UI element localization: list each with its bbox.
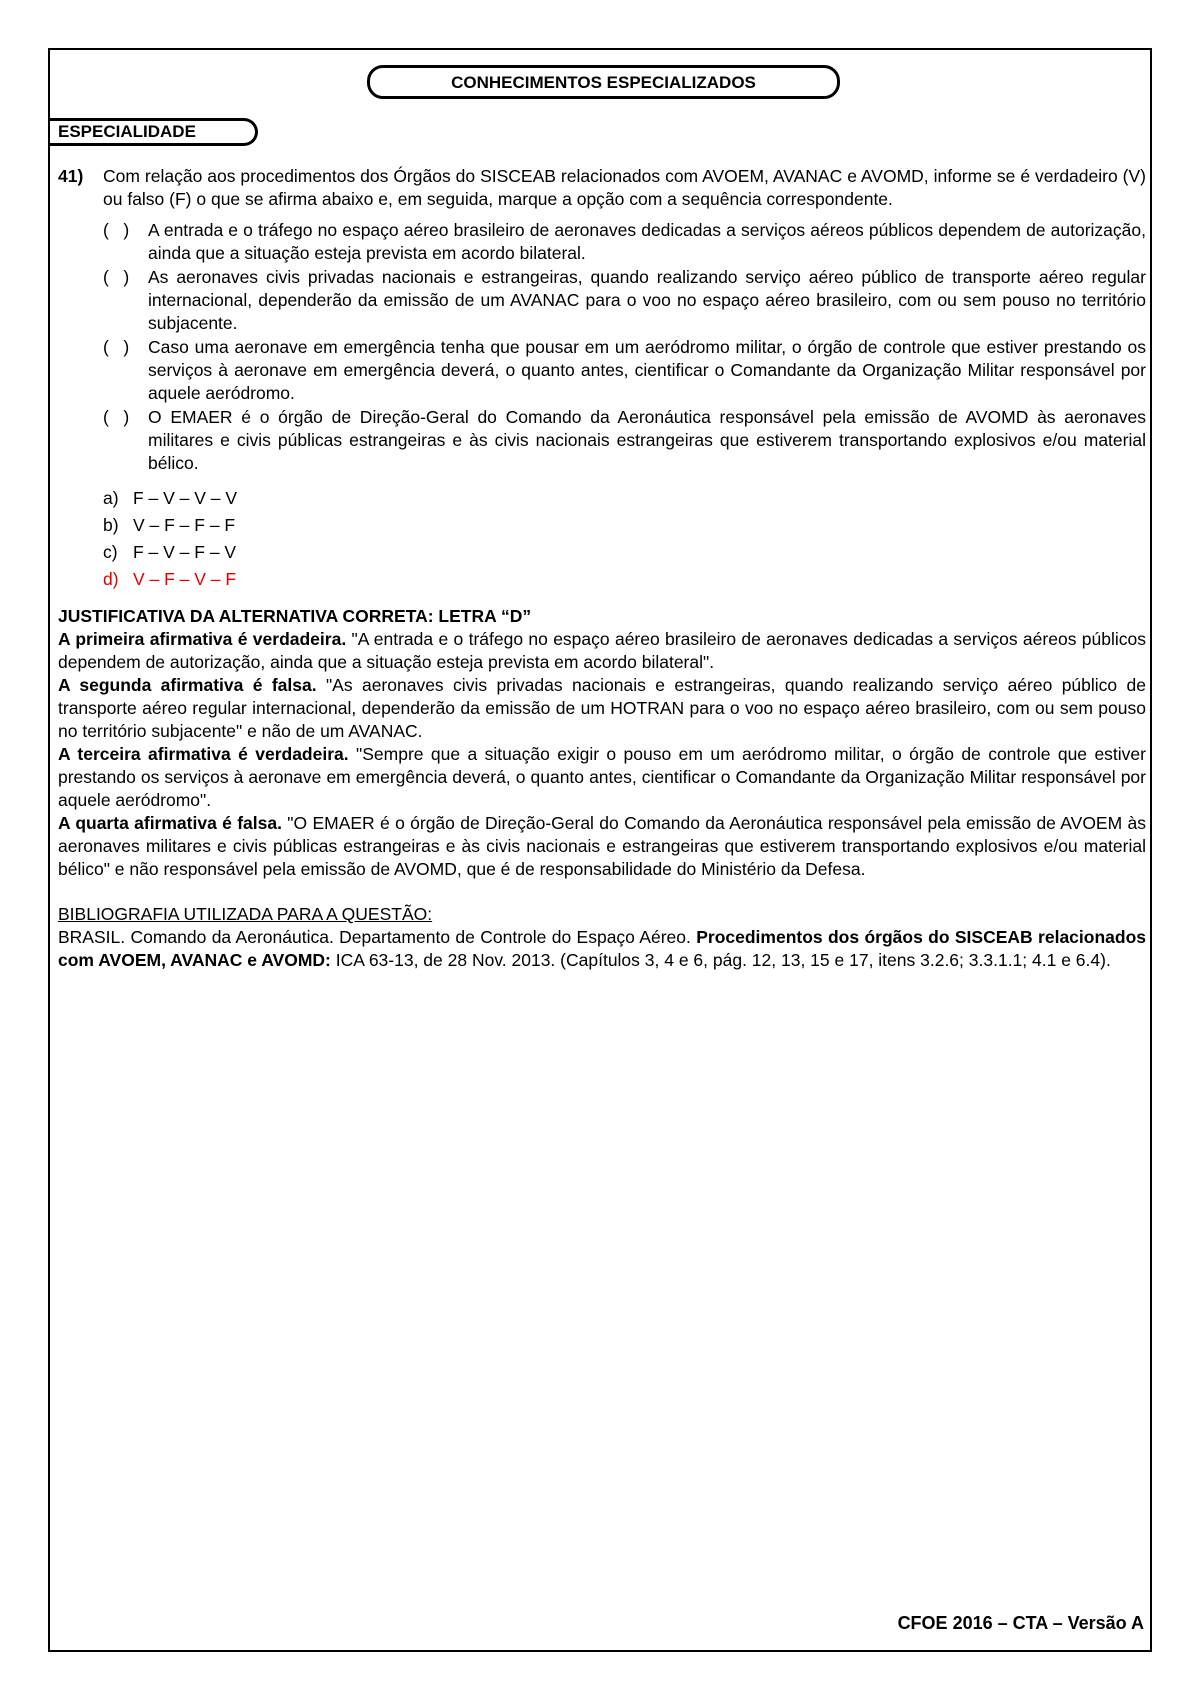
justification-paragraph — [58, 674, 1146, 743]
statement-text: As aeronaves civis privadas nacionais e estrangeiras, quando realizando serviço aéreo público de transporte aéreo regular internacional, dependerão da emissão de um AVANAC para o voo no espaço aéreo brasileiro, com ou sem pouso no território subjacente. — [148, 267, 1146, 333]
reference-prefix: BRASIL. Comando da Aeronáutica. Departamento de Controle do Espaço Aéreo. — [58, 927, 697, 947]
justification-section — [58, 605, 1146, 881]
answer-blank: ( ) — [103, 337, 130, 357]
statement-item — [103, 406, 1146, 475]
question-41 — [58, 165, 1146, 593]
answer-blank: ( ) — [103, 220, 130, 240]
justification-lead: A primeira afirmativa é verdadeira. — [58, 629, 347, 649]
statement-text: Caso uma aeronave em emergência tenha que pousar em um aeródromo militar, o órgão de controle que estiver prestando os serviços à aeronave em emergência deverá, o quanto antes, cientificar o Comandante da Organização Militar responsável por aquele aeródromo. — [148, 337, 1146, 403]
justification-text: "Sempre que a situação exigir o pouso em um aeródromo militar, o órgão de controle que estiver prestando os serviços à aeronave em emergência deverá, o quanto antes, cientificar o Comandante da Organização Militar responsável por aquele aeródromo". — [58, 744, 1146, 810]
justification-paragraph — [58, 628, 1146, 674]
option-a — [103, 485, 1146, 512]
section-banner: CONHECIMENTOS ESPECIALIZADOS — [367, 65, 840, 99]
answer-blank: ( ) — [103, 407, 130, 427]
option-c — [103, 539, 1146, 566]
answer-options — [103, 485, 1146, 593]
bibliography-section — [58, 903, 1146, 972]
question-number: 41) — [58, 166, 84, 186]
statement-item — [103, 336, 1146, 405]
option-text: V – F – F – F — [133, 515, 236, 535]
statement-text: O EMAER é o órgão de Direção-Geral do Comando da Aeronáutica responsável pela emissão de AVOMD às aeronaves militares e civis públicas estrangeiras e às civis nacionais estrangeiras que estiverem transportando explosivos e/ou material bélico. — [148, 407, 1146, 473]
option-text: V – F – V – F — [133, 569, 237, 589]
justification-lead: A quarta afirmativa é falsa. — [58, 813, 282, 833]
specialty-tag: ESPECIALIDADE — [48, 118, 258, 146]
answer-blank: ( ) — [103, 267, 130, 287]
bibliography-heading: BIBLIOGRAFIA UTILIZADA PARA A QUESTÃO: — [58, 904, 433, 924]
statement-list — [103, 219, 1146, 475]
option-text: F – V – V – V — [133, 488, 238, 508]
option-d-correct — [103, 566, 1146, 593]
page-content — [58, 165, 1146, 972]
justification-text: "As aeronaves civis privadas nacionais e estrangeiras, quando realizando serviço aéreo público de transporte aéreo regular internacional, dependerão da emissão de um HOTRAN para o voo no espaço aéreo brasileiro, com ou sem pouso no território subjacente" e não de um AVANAC. — [58, 675, 1146, 741]
justification-paragraph — [58, 812, 1146, 881]
bibliography-reference — [58, 926, 1146, 972]
justification-paragraph — [58, 743, 1146, 812]
option-letter: b) — [103, 515, 119, 535]
page-footer: CFOE 2016 – CTA – Versão A — [897, 1613, 1144, 1633]
justification-lead: A segunda afirmativa é falsa. — [58, 675, 317, 695]
justification-text: "A entrada e o tráfego no espaço aéreo brasileiro de aeronaves dedicadas a serviços aéreos públicos dependem de autorização, ainda que a situação esteja prevista em acordo bilateral". — [58, 629, 1146, 672]
statement-text: A entrada e o tráfego no espaço aéreo brasileiro de aeronaves dedicadas a serviços aéreos públicos dependem de autorização, ainda que a situação esteja prevista em acordo bilateral. — [148, 220, 1146, 263]
option-letter: a) — [103, 488, 119, 508]
justification-heading: JUSTIFICATIVA DA ALTERNATIVA CORRETA: LETRA “D” — [58, 606, 532, 626]
justification-text: "O EMAER é o órgão de Direção-Geral do Comando da Aeronáutica responsável pela emissão de AVOEM às aeronaves militares e civis públicas estrangeiras e às civis nacionais e estrangeiras que estiverem transportando explosivos e/ou material bélico" e não responsável pela emissão de AVOMD, que é de responsabilidade do Ministério da Defesa. — [58, 813, 1146, 879]
option-letter: d) — [103, 569, 119, 589]
reference-title: Procedimentos dos órgãos do SISCEAB relacionados com AVOEM, AVANAC e AVOMD: — [58, 927, 1146, 970]
statement-item — [103, 219, 1146, 265]
option-text: F – V – F – V — [133, 542, 237, 562]
option-letter: c) — [103, 542, 118, 562]
statement-item — [103, 266, 1146, 335]
option-b — [103, 512, 1146, 539]
question-prompt: Com relação aos procedimentos dos Órgãos do SISCEAB relacionados com AVOEM, AVANAC e AVOMD, informe se é verdadeiro (V) ou falso (F) o que se afirma abaixo e, em seguida, marque a opção com a sequência correspondente. — [103, 166, 1146, 209]
justification-lead: A terceira afirmativa é verdadeira. — [58, 744, 349, 764]
reference-suffix: ICA 63-13, de 28 Nov. 2013. (Capítulos 3, 4 e 6, pág. 12, 13, 15 e 17, itens 3.2.6; 3.3.1.1; 4.1 e 6.4). — [330, 950, 1111, 970]
